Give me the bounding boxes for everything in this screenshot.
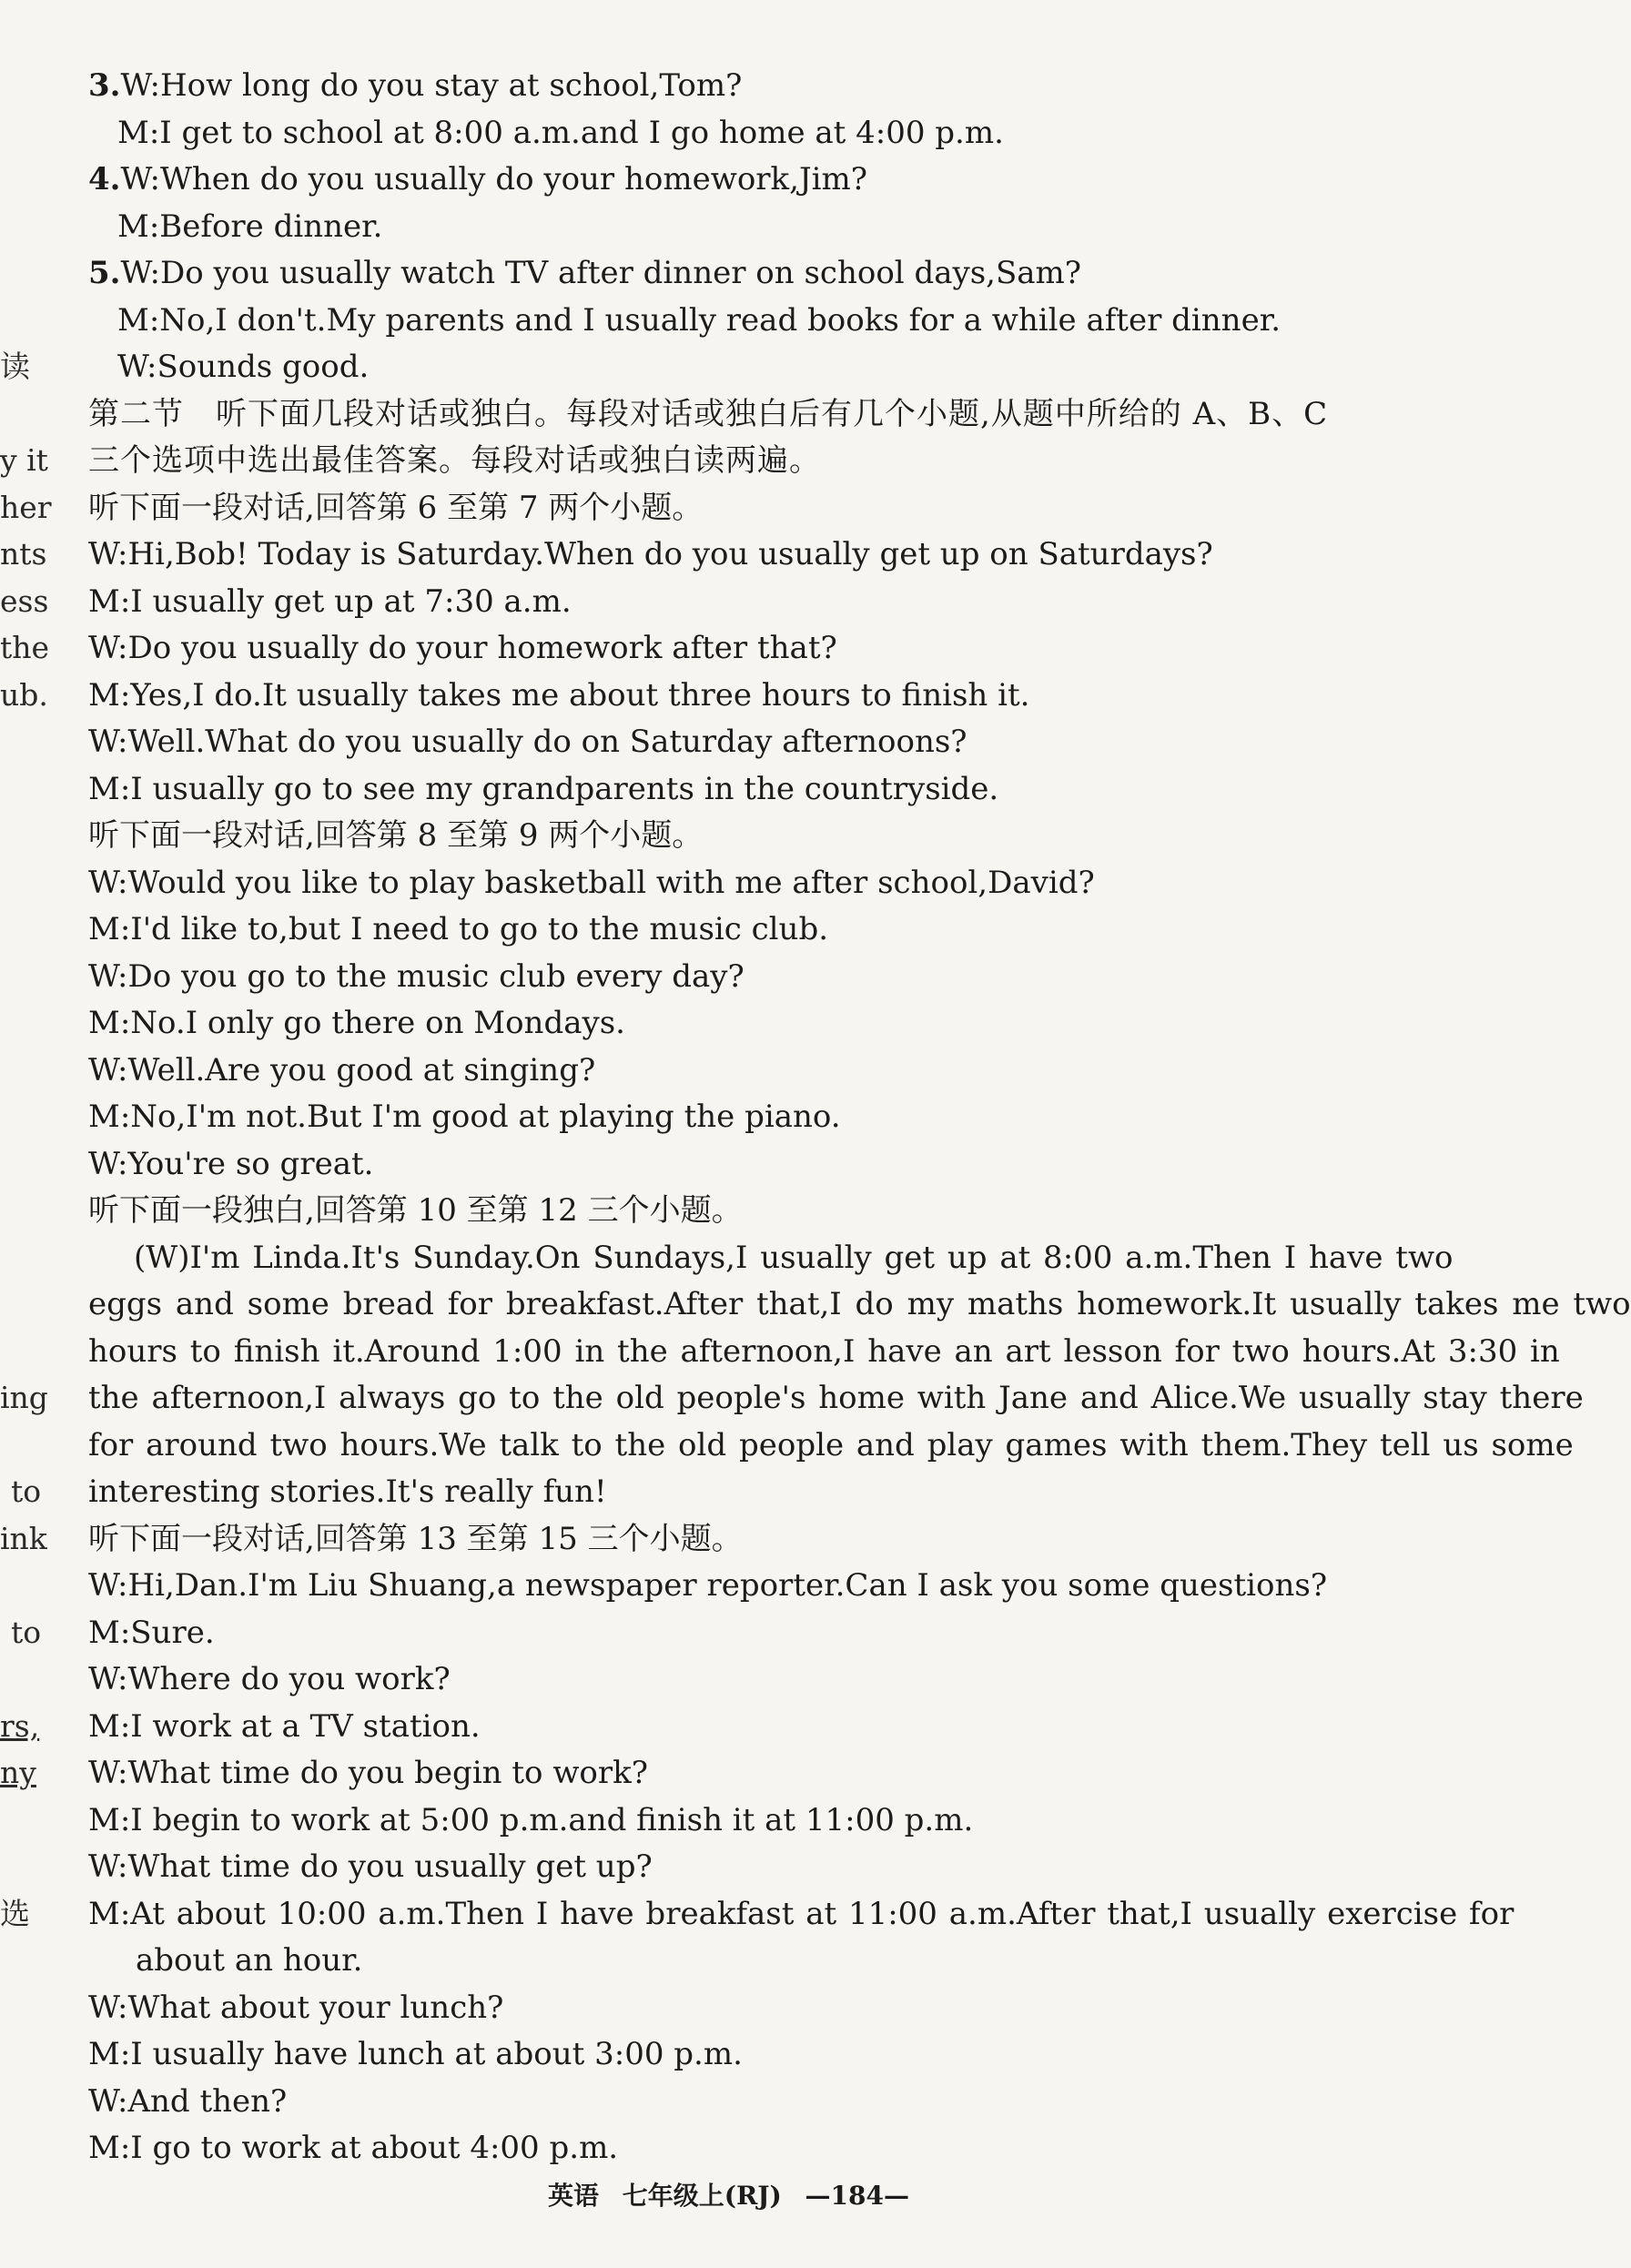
dialog-intro: 听下面一段对话,回答第 6 至第 7 两个小题。: [88, 489, 704, 526]
margin-fragment: rs,: [0, 1708, 40, 1744]
margin-fragment: ub.: [0, 677, 48, 713]
margin-fragment: to: [11, 1615, 42, 1650]
margin-fragment: to: [11, 1473, 42, 1509]
dialogue-line: W:Would you like to play basketball with me after school,David?: [88, 864, 1095, 901]
margin-fragment: nts: [0, 536, 47, 572]
margin-fragment: ny: [0, 1755, 36, 1790]
dialogue-line: 4.W:When do you usually do your homework,Jim?: [88, 161, 867, 197]
dialogue-line: W:What about your lunch?: [88, 1989, 504, 2026]
dialogue-line: W:You're so great.: [88, 1145, 374, 1182]
dialog-intro: 听下面一段独白,回答第 10 至第 12 三个小题。: [88, 1192, 743, 1229]
dialogue-line: M:I go to work at about 4:00 p.m.: [88, 2130, 619, 2166]
footer-subject: 英语: [548, 2181, 600, 2211]
main-content: [88, 63, 1631, 2172]
margin-fragment: y it: [0, 442, 48, 478]
dialogue-line: W:Hi,Bob! Today is Saturday.When do you usually get up on Saturdays?: [88, 536, 1213, 572]
dialogue-line: W:Well.What do you usually do on Saturday afternoons?: [88, 724, 967, 760]
monologue-line: hours to finish it.Around 1:00 in the afternoon,I have an art lesson for two hours.At 3:30 in: [88, 1332, 1560, 1370]
margin-fragment: ink: [0, 1521, 47, 1556]
dialogue-line: W:Do you usually do your homework after that?: [88, 630, 837, 666]
monologue-line: eggs and some bread for breakfast.After that,I do my maths homework.It usually takes me two: [88, 1286, 1631, 1322]
dialogue-line: M:I get to school at 8:00 a.m.and I go home at 4:00 p.m.: [117, 114, 1004, 151]
dialogue-line: M:No,I don't.My parents and I usually read books for a while after dinner.: [117, 301, 1282, 339]
dialogue-line: M:I usually go to see my grandparents in the countryside.: [88, 770, 999, 807]
margin-fragment: ess: [0, 583, 49, 619]
section-heading-cont: 三个选项中选出最佳答案。每段对话或独白读两遍。: [88, 442, 821, 479]
dialogue-line: W:Sounds good.: [117, 349, 370, 385]
dialogue-line: 5.W:Do you usually watch TV after dinner on school days,Sam?: [88, 255, 1081, 291]
dialogue-line-cont: about an hour.: [136, 1942, 363, 1979]
monologue-line: (W)I'm Linda.It's Sunday.On Sundays,I usually get up at 8:00 a.m.Then I have two: [134, 1239, 1454, 1276]
dialogue-line: M:I usually have lunch at about 3:00 p.m.: [88, 2036, 743, 2072]
dialogue-line: W:Do you go to the music club every day?: [88, 957, 745, 995]
dialogue-line: W:And then?: [88, 2082, 288, 2120]
dialog-intro: 听下面一段对话,回答第 8 至第 9 两个小题。: [88, 817, 704, 854]
margin-fragment: 读: [0, 349, 30, 384]
margin-fragment: 选: [0, 1896, 30, 1931]
margin-fragment: the: [0, 630, 50, 665]
monologue-line: the afternoon,I always go to the old people's home with Jane and Alice.We usually stay there: [88, 1380, 1584, 1416]
dialogue-line: M:At about 10:00 a.m.Then I have breakfast at 11:00 a.m.After that,I usually exercise for: [88, 1895, 1514, 1932]
page-number: —184—: [805, 2181, 909, 2211]
dialogue-line: W:What time do you usually get up?: [88, 1848, 653, 1885]
monologue-line: for around two hours.We talk to the old people and play games with them.They tell us some: [88, 1426, 1574, 1463]
dialogue-line: M:Before dinner.: [117, 208, 383, 245]
dialogue-line: M:No.I only go there on Mondays.: [88, 1005, 625, 1041]
dialog-intro: 听下面一段对话,回答第 13 至第 15 三个小题。: [88, 1520, 743, 1557]
dialogue-line: 3.W:How long do you stay at school,Tom?: [88, 67, 743, 104]
dialogue-line: M:I'd like to,but I need to go to the music club.: [88, 911, 829, 947]
dialogue-line: M:I usually get up at 7:30 a.m.: [88, 582, 572, 620]
dialogue-line: M:Sure.: [88, 1614, 215, 1651]
margin-fragment: ing: [0, 1380, 48, 1415]
margin-fragment: her: [0, 490, 52, 525]
section-heading: 第二节 听下面几段对话或独白。每段对话或独白后有几个小题,从题中所给的 A、B、C: [88, 395, 1329, 432]
monologue-line: interesting stories.It's really fun!: [88, 1473, 607, 1510]
dialogue-line: M:No,I'm not.But I'm good at playing the piano.: [88, 1099, 841, 1135]
page-footer: [0, 2176, 1457, 2212]
dialogue-line: M:I work at a TV station.: [88, 1707, 481, 1745]
dialogue-line: M:Yes,I do.It usually takes me about three hours to finish it.: [88, 676, 1030, 714]
dialogue-line: M:I begin to work at 5:00 p.m.and finish it at 11:00 p.m.: [88, 1801, 974, 1838]
footer-grade: 七年级上(RJ): [622, 2181, 782, 2211]
dialogue-line: W:Hi,Dan.I'm Liu Shuang,a newspaper reporter.Can I ask you some questions?: [88, 1567, 1328, 1604]
dialogue-line: W:What time do you begin to work?: [88, 1755, 648, 1791]
dialogue-line: W:Where do you work?: [88, 1661, 451, 1697]
dialogue-line: W:Well.Are you good at singing?: [88, 1051, 596, 1088]
